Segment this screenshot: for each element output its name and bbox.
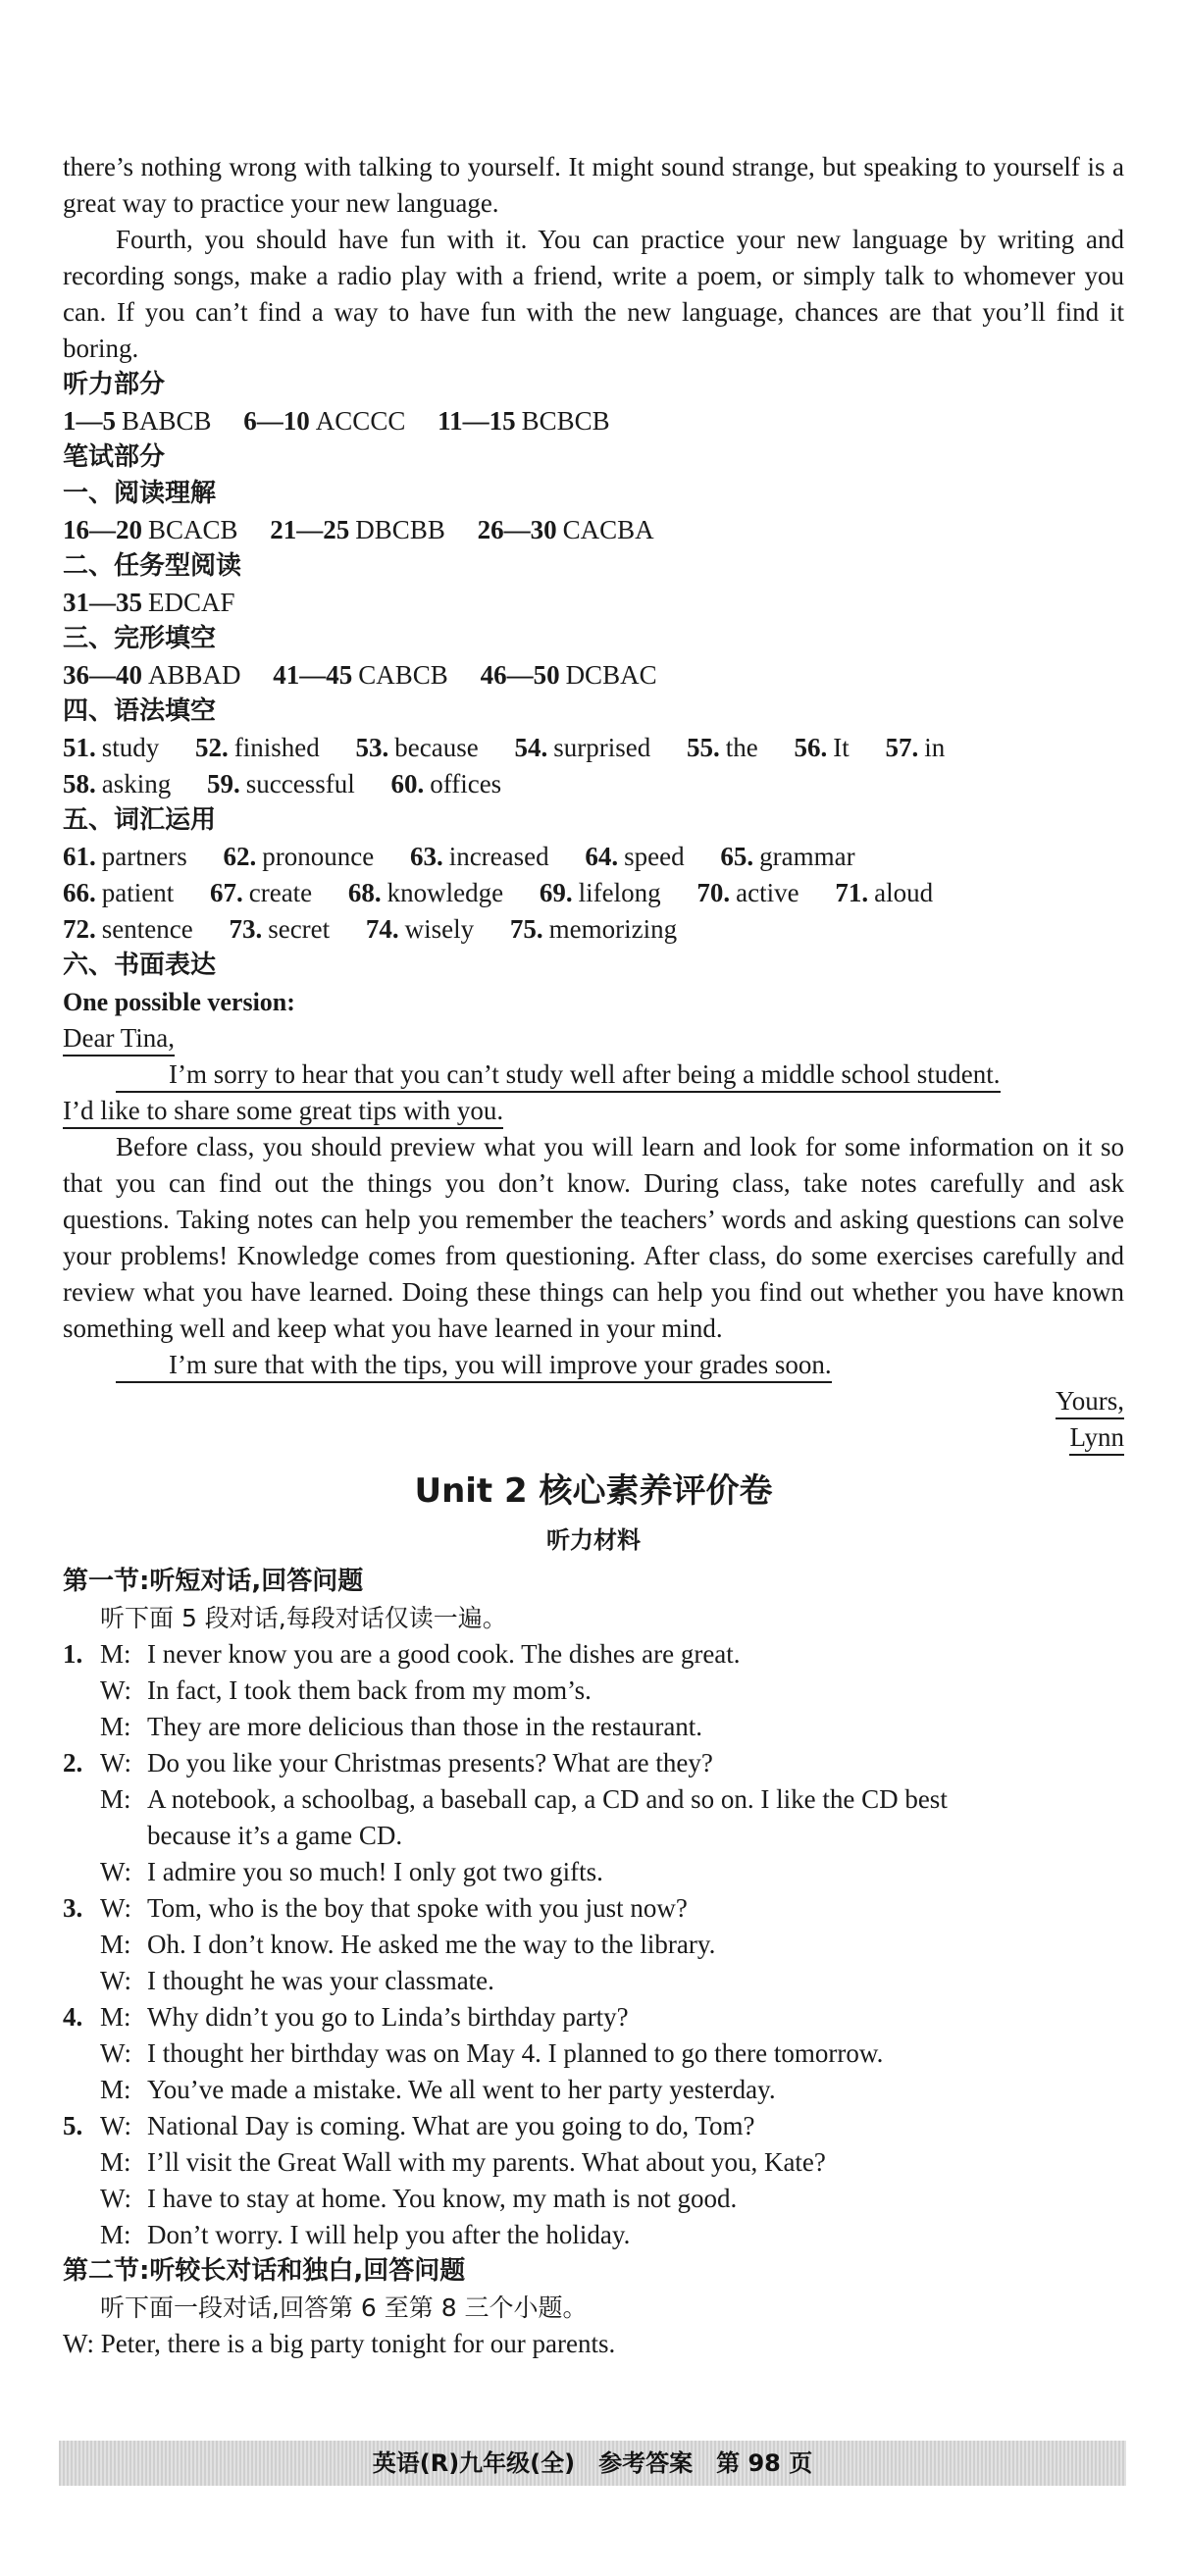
listening-answers: 1—5 BABCB 6—10 ACCCC 11—15 BCBCB bbox=[63, 406, 610, 436]
section1-instruction: 听下面 5 段对话,每段对话仅读一遍。 bbox=[100, 1604, 507, 1632]
final-dialogue-line: W: Peter, there is a big party tonight for our parents. bbox=[63, 2329, 616, 2358]
section2-heading: 第二节:听较长对话和独白,回答问题 bbox=[63, 2256, 466, 2286]
task-reading-answers: 31—35 EDCAF bbox=[63, 588, 235, 617]
vocab-answers-line-1: 61. partners 62. pronounce 63. increased 64. speed 65. grammar bbox=[63, 842, 855, 871]
grammar-answers-line-2: 58. asking 59. successful 60. offices bbox=[63, 769, 502, 799]
listening-material-title: 听力材料 bbox=[546, 1526, 641, 1554]
dialogue-2: 2. W: Do you like your Christmas presents? What are they? M: A notebook, a schoolbag, a baseball cap, a CD and so on. I like the CD best because it’s a game CD. W: I admire you so much! I only got two gifts. bbox=[63, 1748, 948, 1886]
dialogue-1: 1. M: I never know you are a good cook. The dishes are great. W: In fact, I took them back from my mom’s. M: They are more delicious than those in the restaurant. bbox=[63, 1639, 741, 1741]
sign-off: Yours, bbox=[1056, 1385, 1124, 1419]
signature: Lynn bbox=[1069, 1421, 1124, 1456]
version-label: One possible version: bbox=[63, 988, 295, 1016]
writing-heading: 六、书面表达 bbox=[63, 951, 217, 980]
letter-body: Before class, you should preview what you will learn and look for some information on it so that you can find out the things you don’t know. During class, take notes carefully and ask questions. Taking notes can help you remember the teachers’ words and asking questions can solve your problems! Knowledge comes from questioning. After class, do some exercises carefully and review what you have learned. Doing these things can help you find out whether you have known something well and keep what you have learned in your mind. bbox=[63, 1132, 1124, 1343]
opening-line-2: I’d like to share some great tips with you. bbox=[63, 1095, 503, 1129]
reading-heading: 一、阅读理解 bbox=[63, 479, 217, 508]
dialogue-4: 4. M: Why didn’t you go to Linda’s birthday party? W: I thought her birthday was on May 4. I planned to go there tomorrow. M: You’ve made a mistake. We all went to her party yesterday. bbox=[63, 2002, 884, 2104]
written-heading: 笔试部分 bbox=[63, 442, 166, 472]
vocab-answers-line-2: 66. patient 67. create 68. knowledge 69. lifelong 70. active 71. aloud bbox=[63, 878, 934, 907]
cloze-answers: 36—40 ABBAD 41—45 CABCB 46—50 DCBAC bbox=[63, 660, 657, 690]
section2-instruction: 听下面一段对话,回答第 6 至第 8 三个小题。 bbox=[100, 2293, 588, 2322]
vocab-heading: 五、词汇运用 bbox=[63, 805, 217, 835]
closing-line: I’m sure that with the tips, you will improve your grades soon. bbox=[116, 1349, 832, 1383]
cloze-heading: 三、完形填空 bbox=[63, 624, 217, 653]
grammar-heading: 四、语法填空 bbox=[63, 696, 217, 726]
reading-answers: 16—20 BCACB 21—25 DBCBB 26—30 CACBA bbox=[63, 515, 654, 544]
task-reading-heading: 二、任务型阅读 bbox=[63, 551, 242, 581]
intro-paragraph-2: Fourth, you should have fun with it. You can practice your new language by writing and recording songs, make a radio play with a friend, write a poem, or simply talk to whomever you can. If you can’t find a way to have fun with the new language, chances are that you’ll find it boring. bbox=[63, 225, 1124, 363]
dialogue-5: 5. W: National Day is coming. What are you going to do, Tom? M: I’ll visit the Great Wall with my parents. What about you, Kate? W: I have to stay at home. You know, my math is not good. M: Don’t worry. I will help you after the holiday. bbox=[63, 2111, 826, 2249]
grammar-answers-line-1: 51. study 52. finished 53. because 54. surprised 55. the 56. It 57. in bbox=[63, 733, 946, 762]
intro-paragraph-1: there’s nothing wrong with talking to yourself. It might sound strange, but speaking to yourself is a great way to practice your new language. bbox=[63, 152, 1124, 218]
salutation: Dear Tina, bbox=[63, 1022, 175, 1056]
unit-title: Unit 2 核心素养评价卷 bbox=[414, 1471, 773, 1511]
vocab-answers-line-3: 72. sentence 73. secret 74. wisely 75. memorizing bbox=[63, 914, 678, 944]
listening-heading: 听力部分 bbox=[63, 370, 166, 399]
section1-heading: 第一节:听短对话,回答问题 bbox=[63, 1567, 364, 1596]
dialogue-3: 3. W: Tom, who is the boy that spoke with you just now? M: Oh. I don’t know. He asked me the way to the library. W: I thought he was your classmate. bbox=[63, 1893, 716, 1995]
answer-page bbox=[63, 149, 1124, 2362]
page-footer: 英语(R)九年级(全) 参考答案 第 98 页 bbox=[59, 2441, 1126, 2486]
opening-line-1: I’m sorry to hear that you can’t study well after being a middle school student. bbox=[116, 1058, 1001, 1093]
